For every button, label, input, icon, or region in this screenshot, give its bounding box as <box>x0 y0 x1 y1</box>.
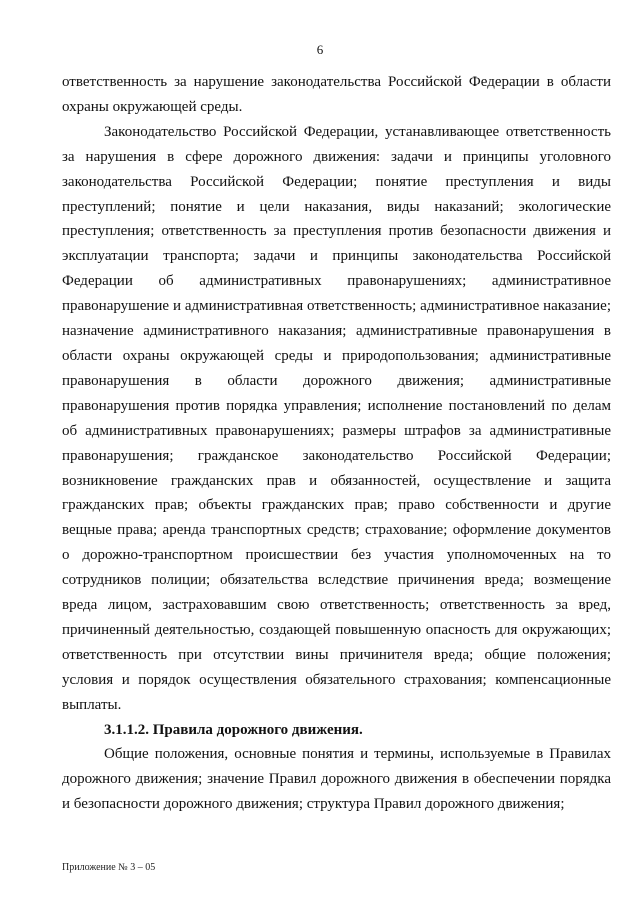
paragraph-traffic-rules: Общие положения, основные понятия и термины, используемые в Правилах дорожного движения; значение Правил дорожного движения в обеспечении порядка и безопасности дорожного движения; структура Правил дорожного движения; <box>62 746 611 813</box>
paragraph-continuation: ответственность за нарушение законодательства Российской Федерации в области охраны окружающей среды. <box>62 74 611 115</box>
page-footer: Приложение № 3 – 05 <box>62 862 156 873</box>
page-content <box>62 70 611 817</box>
section-heading: 3.1.1.2. Правила дорожного движения. <box>104 721 363 738</box>
page-number: 6 <box>316 42 324 57</box>
paragraph-legislation-responsibility: Законодательство Российской Федерации, устанавливающее ответственность за нарушения в сфере дорожного движения: задачи и принципы уголовного законодательства Российской Федерации; понятие преступления и виды преступлений; понятие и цели наказания, виды наказаний; экологические преступления; ответственность за преступления против безопасности движения и эксплуатации транспорта; задачи и принципы законодательства Российской Федерации об административных правонарушениях; административное правонарушение и административная ответственность; административное наказание; назначение административного наказания; административные правонарушения в области охраны окружающей среды и природопользования; административные правонарушения в области дорожного движения; административные правонарушения против порядка управления; исполнение постановлений по делам об административных правонарушениях; размеры штрафов за административные правонарушения; гражданское законодательство Российской Федерации; возникновение гражданских прав и обязанностей, осуществление и защита гражданских прав; объекты гражданских прав; право собственности и другие вещные права; аренда транспортных средств; страхование; оформление документов о дорожно-транспортном происшествии без участия уполномоченных на то сотрудников полиции; обязательства вследствие причинения вреда; возмещение вреда лицом, застраховавшим свою ответственность; ответственность за вред, причиненный деятельностью, создающей повышенную опасность для окружающих; ответственность при отсутствии вины причинителя вреда; общие положения; условия и порядок осуществления обязательного страхования; компенсационные выплаты. <box>62 123 611 713</box>
